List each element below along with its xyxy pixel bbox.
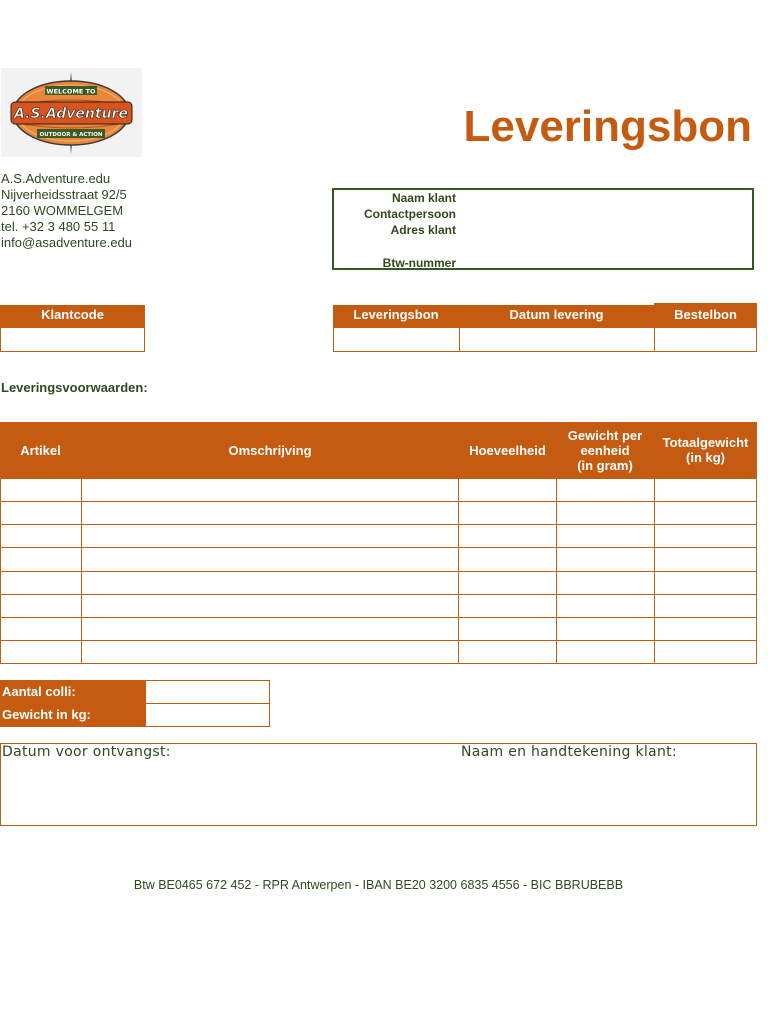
cell-hoeveelheid[interactable] <box>458 524 557 548</box>
col-totaal-line1: Totaalgewicht <box>662 435 749 450</box>
logo-bottom-text: OUTDOOR & ACTION <box>39 132 103 138</box>
table-row <box>0 571 757 595</box>
cell-hoeveelheid[interactable] <box>458 501 557 525</box>
cell-omschrijving[interactable] <box>81 640 459 664</box>
cell-gewicht[interactable] <box>556 547 655 571</box>
delivery-date-header: Datum levering <box>459 305 654 328</box>
col-artikel: Artikel <box>20 442 61 458</box>
company-logo <box>1 68 142 157</box>
cell-totaal[interactable] <box>654 594 757 618</box>
cell-totaal[interactable] <box>654 478 757 502</box>
cell-hoeveelheid[interactable] <box>458 640 557 664</box>
company-city: 2160 WOMMELGEM <box>1 203 124 218</box>
cell-gewicht[interactable] <box>556 617 655 641</box>
cell-gewicht[interactable] <box>556 478 655 502</box>
col-gewicht-per-eenheid <box>556 422 654 478</box>
cell-omschrijving[interactable] <box>81 617 459 641</box>
logo-brand-text: A.S.Adventure <box>14 106 128 122</box>
company-name: A.S.Adventure.edu <box>1 171 111 186</box>
cell-gewicht[interactable] <box>556 571 655 595</box>
table-row <box>0 594 757 618</box>
table-row <box>0 478 757 502</box>
cell-totaal[interactable] <box>654 547 757 571</box>
order-note-header: Bestelbon <box>654 303 757 328</box>
cell-artikel[interactable] <box>0 524 82 548</box>
signature-box[interactable] <box>0 743 757 826</box>
cell-artikel[interactable] <box>0 478 82 502</box>
delivery-note-header: Leveringsbon <box>333 305 459 328</box>
cell-totaal[interactable] <box>654 617 757 641</box>
cell-artikel[interactable] <box>0 547 82 571</box>
vat-number-label: Btw-nummer <box>382 256 456 270</box>
company-street: Nijverheidsstraat 92/5 <box>1 187 127 202</box>
cell-omschrijving[interactable] <box>81 594 459 618</box>
page-title: Leveringsbon <box>463 102 752 151</box>
company-phone: tel. +32 3 480 55 11 <box>1 219 116 234</box>
col-gewicht-line2: eenheid <box>580 442 630 458</box>
cell-totaal[interactable] <box>654 571 757 595</box>
col-gewicht-line3: (in gram) <box>577 457 633 473</box>
customer-address-label: Adres klant <box>390 223 456 237</box>
customer-code-field[interactable] <box>0 327 145 352</box>
cell-gewicht[interactable] <box>556 501 655 525</box>
cell-artikel[interactable] <box>0 594 82 618</box>
cell-omschrijving[interactable] <box>81 571 459 595</box>
cell-omschrijving[interactable] <box>81 501 459 525</box>
delivery-date-field[interactable] <box>459 327 655 352</box>
weight-kg-label: Gewicht in kg: <box>0 703 146 727</box>
cell-artikel[interactable] <box>0 640 82 664</box>
table-row <box>0 501 757 525</box>
company-address <box>1 171 132 251</box>
company-email: info@asadventure.edu <box>1 235 133 250</box>
order-note-field[interactable] <box>654 327 757 352</box>
customer-signature-label: Naam en handtekening klant: <box>461 744 677 760</box>
cell-gewicht[interactable] <box>556 594 655 618</box>
cell-hoeveelheid[interactable] <box>458 547 557 571</box>
table-row <box>0 640 757 664</box>
cell-omschrijving[interactable] <box>81 478 459 502</box>
col-gewicht-line1: Gewicht per <box>567 427 643 443</box>
cell-gewicht[interactable] <box>556 524 655 548</box>
table-row <box>0 547 757 571</box>
delivery-note-field[interactable] <box>333 327 460 352</box>
cell-artikel[interactable] <box>0 501 82 525</box>
table-row <box>0 617 757 641</box>
cell-omschrijving[interactable] <box>81 547 459 571</box>
items-table-header <box>0 422 757 478</box>
col-hoeveelheid: Hoeveelheid <box>469 442 546 458</box>
delivery-conditions-label: Leveringsvoorwaarden: <box>1 380 148 395</box>
customer-code-header: Klantcode <box>0 305 145 328</box>
colli-count-label: Aantal colli: <box>0 680 146 704</box>
logo-top-text: WELCOME TO <box>46 87 96 96</box>
table-row <box>0 524 757 548</box>
col-omschrijving: Omschrijving <box>228 442 312 458</box>
footer-legal-info: Btw BE0465 672 452 - RPR Antwerpen - IBAN BE20 3200 6835 4556 - BIC BBRUBEBB <box>133 878 624 892</box>
cell-artikel[interactable] <box>0 571 82 595</box>
colli-count-field[interactable] <box>145 680 270 704</box>
cell-omschrijving[interactable] <box>81 524 459 548</box>
cell-hoeveelheid[interactable] <box>458 478 557 502</box>
weight-kg-field[interactable] <box>145 703 270 727</box>
cell-totaal[interactable] <box>654 501 757 525</box>
cell-totaal[interactable] <box>654 640 757 664</box>
items-table-body <box>0 478 757 663</box>
cell-artikel[interactable] <box>0 617 82 641</box>
col-totaal-line2: (in kg) <box>686 450 725 465</box>
cell-hoeveelheid[interactable] <box>458 594 557 618</box>
cell-hoeveelheid[interactable] <box>458 617 557 641</box>
cell-totaal[interactable] <box>654 524 757 548</box>
receipt-date-label: Datum voor ontvangst: <box>2 744 171 760</box>
customer-name-label: Naam klant <box>391 191 456 205</box>
customer-info-box <box>332 188 754 270</box>
cell-hoeveelheid[interactable] <box>458 571 557 595</box>
cell-gewicht[interactable] <box>556 640 655 664</box>
col-totaalgewicht <box>654 422 757 478</box>
contact-person-label: Contactpersoon <box>363 207 456 221</box>
logo-graphic <box>1 68 142 157</box>
